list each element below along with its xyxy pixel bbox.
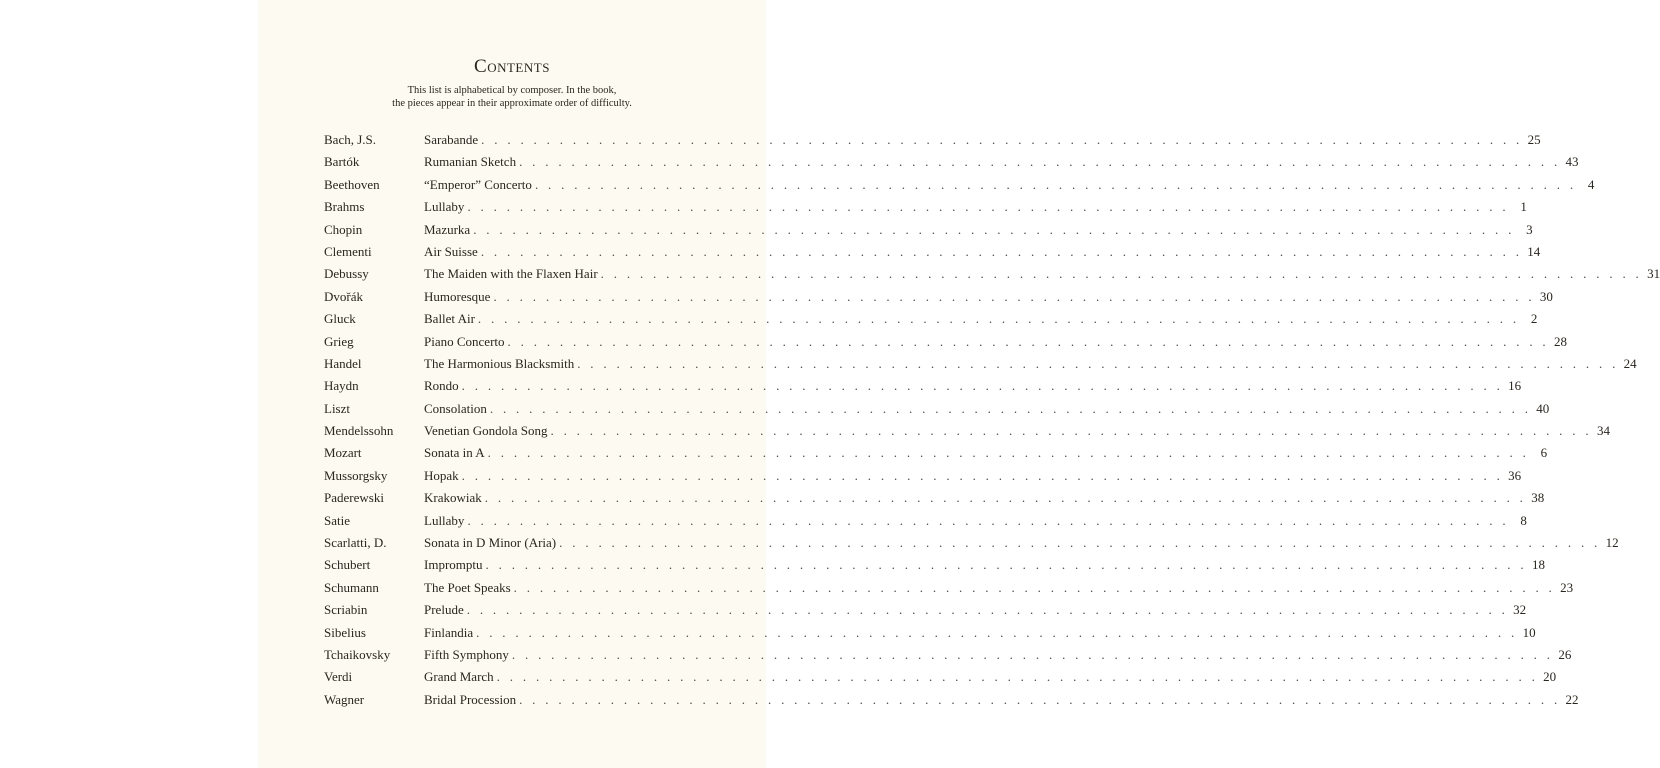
piece-line bbox=[424, 442, 1548, 464]
page-number: 40 bbox=[1536, 400, 1550, 416]
toc-entry bbox=[324, 420, 1610, 442]
dot-leader: . . . . . . . . . . . . . . . . . . . . . . . . . . . . . . . . . . . . . . . . . . . . . . . . . . . . . . . . . . . . . . . . . . . . . . . . . . . . . . . . bbox=[476, 624, 1518, 640]
toc-entry bbox=[324, 129, 1541, 151]
piece-title: Sonata in A bbox=[424, 445, 485, 461]
piece-line bbox=[424, 666, 1557, 688]
dot-leader: . . . . . . . . . . . . . . . . . . . . . . . . . . . . . . . . . . . . . . . . . . . . . . . . . . . . . . . . . . . . . . . . . . . . . . . . . . . . . . . . bbox=[467, 199, 1509, 215]
page-number: 43 bbox=[1565, 154, 1579, 170]
page-number: 18 bbox=[1531, 557, 1545, 573]
dot-leader: . . . . . . . . . . . . . . . . . . . . . . . . . . . . . . . . . . . . . . . . . . . . . . . . . . . . . . . . . . . . . . . . . . . . . . . . . . . . . . . . bbox=[467, 512, 1509, 528]
toc-entry bbox=[324, 308, 1538, 330]
composer-name: Mussorgsky bbox=[324, 467, 388, 483]
toc-entry bbox=[324, 286, 1553, 308]
dot-leader: . . . . . . . . . . . . . . . . . . . . . . . . . . . . . . . . . . . . . . . . . . . . . . . . . . . . . . . . . . . . . . . . . . . . . . . . . . . . . . . . bbox=[493, 288, 1535, 304]
page-number: 26 bbox=[1558, 646, 1572, 662]
piece-line bbox=[424, 599, 1527, 621]
piece-line bbox=[424, 689, 1579, 711]
dot-leader: . . . . . . . . . . . . . . . . . . . . . . . . . . . . . . . . . . . . . . . . . . . . . . . . . . . . . . . . . . . . . . . . . . . . . . . . . . . . . . . . bbox=[577, 355, 1619, 371]
dot-leader: . . . . . . . . . . . . . . . . . . . . . . . . . . . . . . . . . . . . . . . . . . . . . . . . . . . . . . . . . . . . . . . . . . . . . . . . . . . . . . . . bbox=[559, 535, 1601, 551]
page-title: Contents bbox=[474, 56, 550, 77]
toc-entry bbox=[324, 577, 1574, 599]
composer-name: Schumann bbox=[324, 579, 379, 595]
piece-line bbox=[424, 241, 1541, 263]
composer-name: Mozart bbox=[324, 445, 362, 461]
contents-page bbox=[258, 0, 1660, 768]
composer-name: Mendelssohn bbox=[324, 423, 394, 439]
composer-name: Verdi bbox=[324, 669, 353, 685]
dot-leader: . . . . . . . . . . . . . . . . . . . . . . . . . . . . . . . . . . . . . . . . . . . . . . . . . . . . . . . . . . . . . . . . . . . . . . . . . . . . . . . . bbox=[461, 467, 1504, 483]
page-number: 28 bbox=[1553, 333, 1567, 349]
piece-line bbox=[424, 532, 1619, 554]
piece-title: Piano Concerto bbox=[424, 333, 505, 349]
page-number: 20 bbox=[1543, 669, 1557, 685]
toc-entry bbox=[324, 666, 1557, 688]
piece-title: Mazurka bbox=[424, 221, 471, 237]
toc-entry bbox=[324, 599, 1527, 621]
toc-entry bbox=[324, 375, 1522, 397]
dot-leader: . . . . . . . . . . . . . . . . . . . . . . . . . . . . . . . . . . . . . . . . . . . . . . . . . . . . . . . . . . . . . . . . . . . . . . . . . . . . . . . . bbox=[519, 691, 1561, 707]
composer-name: Sibelius bbox=[324, 624, 366, 640]
piece-line bbox=[424, 510, 1527, 532]
composer-name: Brahms bbox=[324, 199, 365, 215]
page-number: 6 bbox=[1540, 445, 1548, 461]
page-subtitle bbox=[258, 84, 766, 110]
composer-name: Bach, J.S. bbox=[324, 132, 376, 147]
composer-name: Tchaikovsky bbox=[324, 646, 391, 662]
page-number: 12 bbox=[1605, 535, 1619, 551]
dot-leader: . . . . . . . . . . . . . . . . . . . . . . . . . . . . . . . . . . . . . . . . . . . . . . . . . . . . . . . . . . . . . . . . . . . . . . . . . . . . . . . . bbox=[484, 490, 1527, 506]
piece-line bbox=[424, 353, 1637, 375]
dot-leader: . . . . . . . . . . . . . . . . . . . . . . . . . . . . . . . . . . . . . . . . . . . . . . . . . . . . . . . . . . . . . . . . . . . . . . . . . . . . . . . . bbox=[534, 176, 1577, 192]
piece-title: Ballet Air bbox=[424, 311, 475, 327]
dot-leader: . . . . . . . . . . . . . . . . . . . . . . . . . . . . . . . . . . . . . . . . . . . . . . . . . . . . . . . . . . . . . . . . . . . . . . . . . . . . . . . . bbox=[481, 132, 1523, 147]
piece-title: Humoresque bbox=[424, 288, 491, 304]
piece-title: The Poet Speaks bbox=[424, 579, 511, 595]
page-number: 8 bbox=[1520, 512, 1527, 528]
dot-leader: . . . . . . . . . . . . . . . . . . . . . . . . . . . . . . . . . . . . . . . . . . . . . . . . . . . . . . . . . . . . . . . . . . . . . . . . . . . . . . . . bbox=[511, 646, 1554, 662]
dot-leader: . . . . . . . . . . . . . . . . . . . . . . . . . . . . . . . . . . . . . . . . . . . . . . . . . . . . . . . . . . . . . . . . . . . . . . . . . . . . . . . . bbox=[466, 602, 1509, 618]
composer-name: Grieg bbox=[324, 333, 354, 349]
composer-name: Liszt bbox=[324, 400, 350, 416]
composer-name: Gluck bbox=[324, 311, 356, 327]
page-number: 2 bbox=[1530, 311, 1538, 327]
toc-entry bbox=[324, 331, 1567, 353]
toc-entry bbox=[324, 398, 1550, 420]
piece-line bbox=[424, 577, 1574, 599]
dot-leader: . . . . . . . . . . . . . . . . . . . . . . . . . . . . . . . . . . . . . . . . . . . . . . . . . . . . . . . . . . . . . . . . . . . . . . . . . . . . . . . . bbox=[513, 579, 1556, 595]
composer-name: Bartók bbox=[324, 154, 360, 170]
page-number: 30 bbox=[1539, 288, 1553, 304]
page-number: 22 bbox=[1565, 691, 1579, 707]
dot-leader: . . . . . . . . . . . . . . . . . . . . . . . . . . . . . . . . . . . . . . . . . . . . . . . . . . . . . . . . . . . . . . . . . . . . . . . . . . . . . . . . bbox=[477, 311, 1520, 327]
piece-line bbox=[424, 554, 1545, 576]
piece-title: Finlandia bbox=[424, 624, 474, 640]
composer-name: Chopin bbox=[324, 221, 363, 237]
piece-title: Air Suisse bbox=[424, 243, 478, 259]
dot-leader: . . . . . . . . . . . . . . . . . . . . . . . . . . . . . . . . . . . . . . . . . . . . . . . . . . . . . . . . . . . . . . . . . . . . . . . . . . . . . . . . bbox=[489, 400, 1532, 416]
toc-entry bbox=[324, 353, 1637, 375]
piece-line bbox=[424, 487, 1545, 509]
toc-entry bbox=[324, 532, 1619, 554]
dot-leader: . . . . . . . . . . . . . . . . . . . . . . . . . . . . . . . . . . . . . . . . . . . . . . . . . . . . . . . . . . . . . . . . . . . . . . . . . . . . . . . . bbox=[600, 266, 1643, 282]
composer-name: Dvořák bbox=[324, 288, 363, 304]
page-number: 3 bbox=[1526, 221, 1533, 237]
toc-entry bbox=[324, 241, 1541, 263]
toc-entry bbox=[324, 510, 1527, 532]
piece-title: Rondo bbox=[424, 378, 459, 394]
piece-line bbox=[424, 308, 1538, 330]
composer-name: Handel bbox=[324, 355, 362, 371]
piece-title: Bridal Procession bbox=[424, 691, 517, 707]
toc-entry bbox=[324, 196, 1527, 218]
dot-leader: . . . . . . . . . . . . . . . . . . . . . . . . . . . . . . . . . . . . . . . . . . . . . . . . . . . . . . . . . . . . . . . . . . . . . . . . . . . . . . . . bbox=[480, 243, 1523, 259]
piece-title: Krakowiak bbox=[424, 490, 482, 506]
dot-leader: . . . . . . . . . . . . . . . . . . . . . . . . . . . . . . . . . . . . . . . . . . . . . . . . . . . . . . . . . . . . . . . . . . . . . . . . . . . . . . . . bbox=[496, 669, 1539, 685]
page-number: 23 bbox=[1560, 579, 1574, 595]
composer-name: Wagner bbox=[324, 691, 365, 707]
piece-line bbox=[424, 129, 1541, 151]
composer-name: Clementi bbox=[324, 243, 372, 259]
toc-entry bbox=[324, 263, 1660, 285]
piece-title: Sarabande bbox=[424, 132, 479, 147]
piece-title: Consolation bbox=[424, 400, 487, 416]
composer-name: Paderewski bbox=[324, 490, 384, 506]
piece-line bbox=[424, 465, 1522, 487]
piece-title: Prelude bbox=[424, 602, 464, 618]
composer-name: Satie bbox=[324, 512, 350, 528]
subtitle-line-1: This list is alphabetical by composer. In the book, bbox=[407, 85, 617, 96]
composer-name: Scriabin bbox=[324, 602, 368, 618]
page-number: 24 bbox=[1623, 355, 1637, 371]
piece-title: Fifth Symphony bbox=[424, 646, 509, 662]
piece-title: Lullaby bbox=[424, 512, 465, 528]
piece-line bbox=[424, 398, 1550, 420]
page-number: 25 bbox=[1527, 132, 1541, 147]
piece-line bbox=[424, 219, 1533, 241]
page-number: 1 bbox=[1520, 199, 1527, 215]
piece-line bbox=[424, 622, 1536, 644]
toc-entry bbox=[324, 174, 1595, 196]
toc-entry bbox=[324, 622, 1536, 644]
toc-entry bbox=[324, 151, 1579, 173]
piece-line bbox=[424, 286, 1553, 308]
dot-leader: . . . . . . . . . . . . . . . . . . . . . . . . . . . . . . . . . . . . . . . . . . . . . . . . . . . . . . . . . . . . . . . . . . . . . . . . . . . . . . . . bbox=[487, 445, 1530, 461]
dot-leader: . . . . . . . . . . . . . . . . . . . . . . . . . . . . . . . . . . . . . . . . . . . . . . . . . . . . . . . . . . . . . . . . . . . . . . . . . . . . . . . . bbox=[461, 378, 1504, 394]
page-number: 34 bbox=[1596, 423, 1610, 439]
piece-title: Lullaby bbox=[424, 199, 465, 215]
toc-entry bbox=[324, 465, 1522, 487]
page-number: 10 bbox=[1522, 624, 1536, 640]
toc-entry bbox=[324, 487, 1545, 509]
page-number: 4 bbox=[1587, 176, 1595, 192]
piece-title: Grand March bbox=[424, 669, 494, 685]
page-number: 32 bbox=[1513, 602, 1527, 618]
dot-leader: . . . . . . . . . . . . . . . . . . . . . . . . . . . . . . . . . . . . . . . . . . . . . . . . . . . . . . . . . . . . . . . . . . . . . . . . . . . . . . . . bbox=[519, 154, 1561, 170]
composer-name: Beethoven bbox=[324, 176, 380, 192]
piece-title: Venetian Gondola Song bbox=[424, 423, 548, 439]
piece-line bbox=[424, 644, 1572, 666]
piece-line bbox=[424, 420, 1610, 442]
piece-line bbox=[424, 196, 1527, 218]
piece-title: “Emperor” Concerto bbox=[424, 176, 532, 192]
toc-entry bbox=[324, 442, 1548, 464]
dot-leader: . . . . . . . . . . . . . . . . . . . . . . . . . . . . . . . . . . . . . . . . . . . . . . . . . . . . . . . . . . . . . . . . . . . . . . . . . . . . . . . . bbox=[473, 221, 1515, 237]
toc-entry bbox=[324, 554, 1545, 576]
piece-line bbox=[424, 174, 1595, 196]
contents-list bbox=[324, 129, 1660, 711]
composer-name: Scarlatti, D. bbox=[324, 535, 387, 551]
page-number: 31 bbox=[1647, 266, 1660, 282]
piece-title: Rumanian Sketch bbox=[424, 154, 517, 170]
toc-entry bbox=[324, 644, 1572, 666]
page-number: 14 bbox=[1527, 243, 1541, 259]
composer-name: Schubert bbox=[324, 557, 371, 573]
dot-leader: . . . . . . . . . . . . . . . . . . . . . . . . . . . . . . . . . . . . . . . . . . . . . . . . . . . . . . . . . . . . . . . . . . . . . . . . . . . . . . . . bbox=[485, 557, 1527, 573]
composer-name: Haydn bbox=[324, 378, 359, 394]
composer-name: Debussy bbox=[324, 266, 369, 282]
subtitle-line-2: the pieces appear in their approximate order of difficulty. bbox=[392, 98, 632, 109]
piece-line bbox=[424, 331, 1567, 353]
piece-title: Hopak bbox=[424, 467, 459, 483]
piece-title: The Maiden with the Flaxen Hair bbox=[424, 266, 598, 282]
toc-entry bbox=[324, 689, 1579, 711]
piece-line bbox=[424, 263, 1660, 285]
page-number: 36 bbox=[1508, 467, 1522, 483]
piece-title: Sonata in D Minor (Aria) bbox=[424, 535, 557, 551]
page-number: 38 bbox=[1531, 490, 1545, 506]
dot-leader: . . . . . . . . . . . . . . . . . . . . . . . . . . . . . . . . . . . . . . . . . . . . . . . . . . . . . . . . . . . . . . . . . . . . . . . . . . . . . . . . bbox=[507, 333, 1549, 349]
piece-line bbox=[424, 375, 1522, 397]
piece-title: Impromptu bbox=[424, 557, 483, 573]
dot-leader: . . . . . . . . . . . . . . . . . . . . . . . . . . . . . . . . . . . . . . . . . . . . . . . . . . . . . . . . . . . . . . . . . . . . . . . . . . . . . . . . bbox=[550, 423, 1592, 439]
piece-line bbox=[424, 151, 1579, 173]
toc-entry bbox=[324, 219, 1533, 241]
page-number: 16 bbox=[1508, 378, 1522, 394]
piece-title: The Harmonious Blacksmith bbox=[424, 355, 575, 371]
